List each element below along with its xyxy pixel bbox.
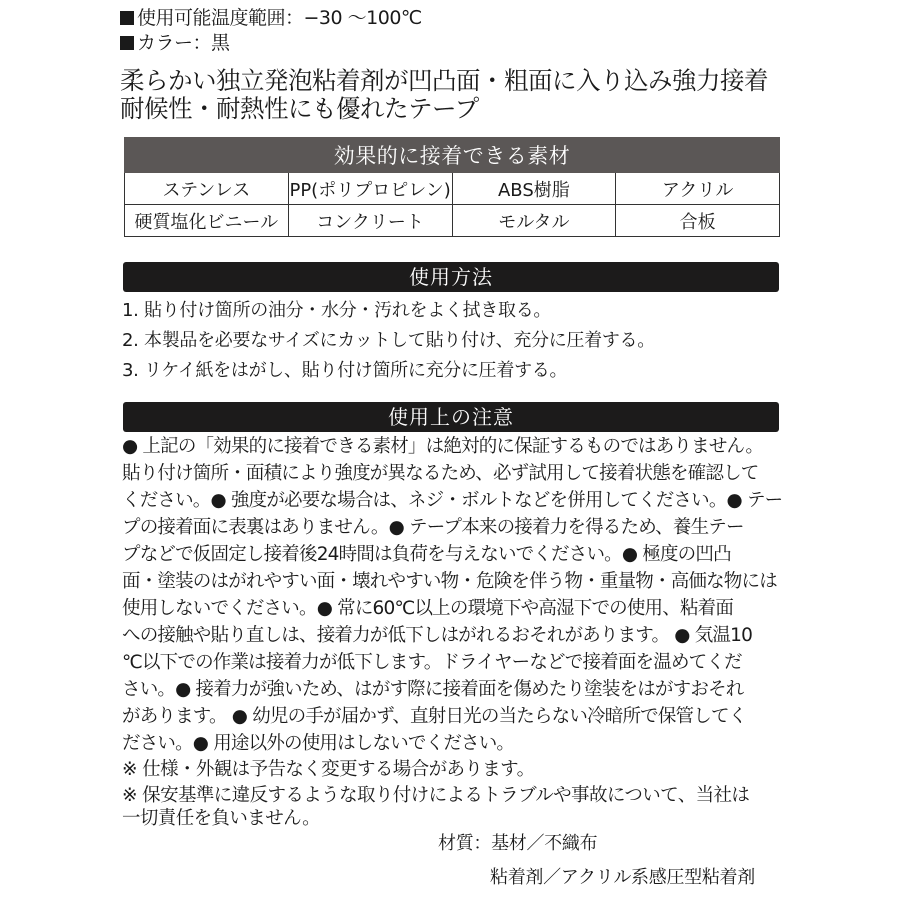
table-cell: コンクリート <box>288 205 452 237</box>
caution-line: 使用しないでください。● 常に60℃以上の環境下や高湿下での使用、粘着面 <box>122 598 734 619</box>
table-cell: ステンレス <box>125 173 289 205</box>
headline-line-2: 耐候性・耐熱性にも優れたテープ <box>120 94 479 123</box>
caution-line: への接触や貼り直しは、接着力が低下しはがれるおそれがあります。 ● 気温10 <box>122 625 753 646</box>
table-row <box>125 173 780 205</box>
note-spec-change: ※ 仕様・外観は予告なく変更する場合があります。 <box>122 759 535 780</box>
notes <box>122 758 749 830</box>
caution-line: プの接着面に表裏はありません。● テープ本来の接着力を得るため、養生テー <box>122 517 744 538</box>
caution-section-header: 使用上の注意 <box>123 402 779 432</box>
note-liability-line-2: 一切責任を負いません。 <box>122 808 321 829</box>
table-cell: PP(ポリプロピレン) <box>288 173 452 205</box>
materials-table <box>124 137 780 237</box>
caution-line: ● 上記の「効果的に接着できる素材」は絶対的に保証するものではありません。 <box>122 436 764 457</box>
material-base: 材質：基材／不織布 <box>438 833 598 854</box>
caution-line: ください。● 強度が必要な場合は、ネジ・ボルトなどを併用してください。● テー <box>122 490 783 511</box>
list-item: 3. リケイ紙をはがし、貼り付け箇所に充分に圧着する。 <box>122 360 568 381</box>
caution-paragraph <box>122 433 784 757</box>
table-cell: ABS樹脂 <box>452 173 616 205</box>
square-bullet-icon <box>120 11 134 25</box>
list-item: 2. 本製品を必要なサイズにカットして貼り付け、充分に圧着する。 <box>122 330 655 351</box>
caution-line: 面・塗装のはがれやすい面・壊れやすい物・危険を伴う物・重量物・高価な物には <box>122 571 777 592</box>
caution-line: ださい。● 用途以外の使用はしないでください。 <box>122 733 515 754</box>
spec-temperature <box>120 6 422 30</box>
table-cell: アクリル <box>616 173 780 205</box>
spec-color-text: カラー：黒 <box>137 32 230 54</box>
note-liability-line-1: ※ 保安基準に違反するような取り付けによるトラブルや事故について、当社は <box>122 785 750 806</box>
caution-line: ℃以下での作業は接着力が低下します。ドライヤーなどで接着面を温めてくだ <box>122 652 742 673</box>
table-cell: 硬質塩化ビニール <box>125 205 289 237</box>
caution-line: プなどで仮固定し接着後24時間は負荷を与えないでください。● 極度の凹凸 <box>122 544 731 565</box>
materials-table-title: 効果的に接着できる素材 <box>125 138 780 173</box>
material-adhesive: 粘着剤／アクリル系感圧型粘着剤 <box>490 867 755 888</box>
headline-line-1: 柔らかい独立発泡粘着剤が凹凸面・粗面に入り込み強力接着 <box>120 66 768 95</box>
table-row <box>125 205 780 237</box>
table-cell: モルタル <box>452 205 616 237</box>
spec-temperature-text: 使用可能温度範囲：−30 〜100℃ <box>137 7 422 29</box>
caution-line: があります。 ● 幼児の手が届かず、直射日光の当たらない冷暗所で保管してく <box>122 706 747 727</box>
usage-section-header: 使用方法 <box>123 262 779 292</box>
list-item: 1. 貼り付け箇所の油分・水分・汚れをよく拭き取る。 <box>122 300 552 321</box>
usage-steps-list <box>122 296 655 386</box>
caution-line: さい。● 接着力が強いため、はがす際に接着面を傷めたり塗装をはがすおそれ <box>122 679 744 700</box>
caution-line: 貼り付け箇所・面積により強度が異なるため、必ず試用して接着状態を確認して <box>122 463 759 484</box>
spec-color <box>120 31 230 55</box>
square-bullet-icon <box>120 36 134 50</box>
table-cell: 合板 <box>616 205 780 237</box>
